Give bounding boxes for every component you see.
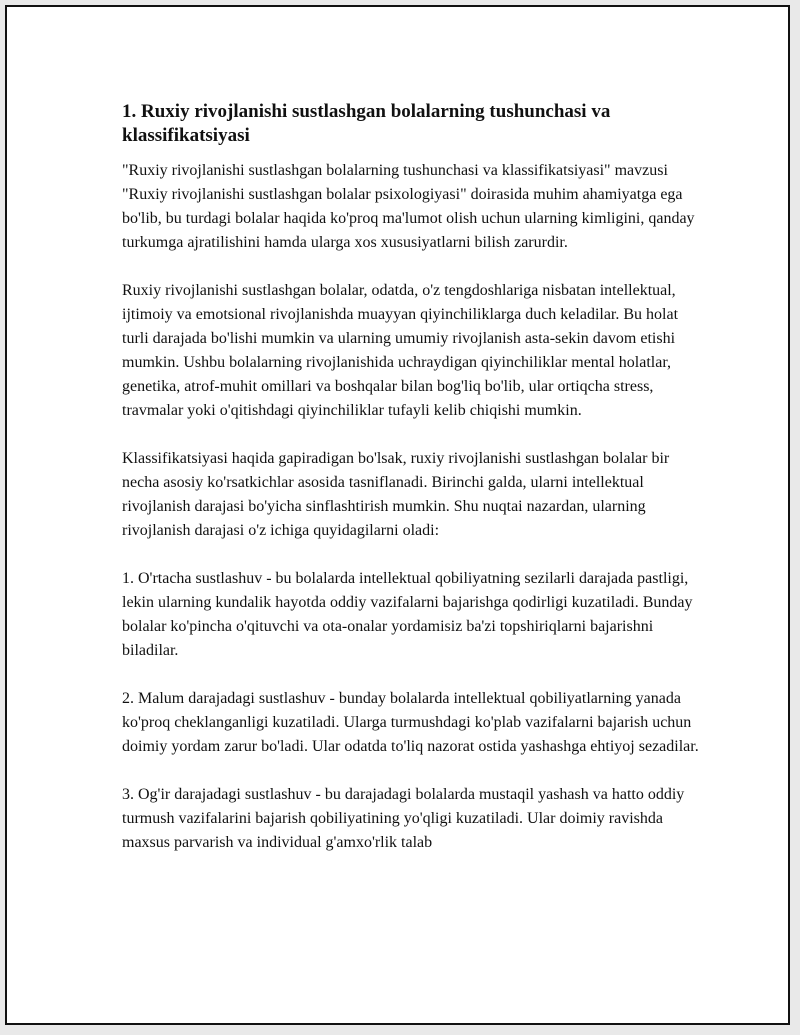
document-content [122,100,702,879]
list-item-severe: 3. Og'ir darajadagi sustlashuv - bu darajadagi bolalarda mustaqil yashash va hatto oddiy turmush vazifalarini bajarish qobiliyatining yo'qligi kuzatiladi. Ular doimiy ravishda maxsus parvarish va individual g'amxo'rlik talab [122,786,685,851]
document-page [5,5,790,1025]
list-item-moderate: 1. O'rtacha sustlashuv - bu bolalarda intellektual qobiliyatning sezilarli darajada pastligi, lekin ularning kundalik hayotda oddiy vazifalarni bajarishga qodirligi kuzatiladi. Bunday bolalar ko'pincha o'qituvchi va ota-onalar yordamisiz ba'zi topshiriqlarni bajarishni biladilar. [122,570,693,659]
paragraph-intro: "Ruxiy rivojlanishi sustlashgan bolalarning tushunchasi va klassifikatsiyasi" mavzusi "Ruxiy rivojlanishi sustlashgan bolalar psixologiyasi" doirasida muhim ahamiyatga ega bo'lib, bu turdagi bolalar haqida ko'proq ma'lumot olish uchun ularning kimligini, qanday turkumga ajratilishini hamda ularga xos xususiyatlarni bilish zarurdir. [122,162,695,251]
list-item-certain-degree: 2. Malum darajadagi sustlashuv - bunday bolalarda intellektual qobiliyatlarning yanada ko'proq cheklanganligi kuzatiladi. Ularga turmushdagi ko'plab vazifalarni bajarish uchun doimiy yordam zarur bo'ladi. Ular odatda to'liq nazorat ostida yashashga ehtiyoj sezadilar. [122,690,699,755]
section-heading: 1. Ruxiy rivojlanishi sustlashgan bolalarning tushunchasi va klassifikatsiyasi [122,101,611,146]
paragraph-description: Ruxiy rivojlanishi sustlashgan bolalar, odatda, o'z tengdoshlariga nisbatan intellektual, ijtimoiy va emotsional rivojlanishda muayyan qiyinchiliklarga duch keladilar. Bu holat turli darajada bo'lishi mumkin va ularning umumiy rivojlanish asta-sekin davom etishi mumkin. Ushbu bolalarning rivojlanishida uchraydigan qiyinchiliklar mental holatlar, genetika, atrof-muhit omillari va boshqalar bilan bog'liq bo'lib, ular ortiqcha stress, travmalar yoki o'qitishdagi qiyinchiliklar tufayli kelib chiqishi mumkin. [122,282,679,419]
paragraph-classification: Klassifikatsiyasi haqida gapiradigan bo'lsak, ruxiy rivojlanishi sustlashgan bolalar bir necha asosiy ko'rsatkichlar asosida tasniflanadi. Birinchi galda, ularni intellektual rivojlanish darajasi bo'yicha sinflashtirish mumkin. Shu nuqtai nazardan, ularning rivojlanish darajasi o'z ichiga quyidagilarni oladi: [122,450,670,539]
